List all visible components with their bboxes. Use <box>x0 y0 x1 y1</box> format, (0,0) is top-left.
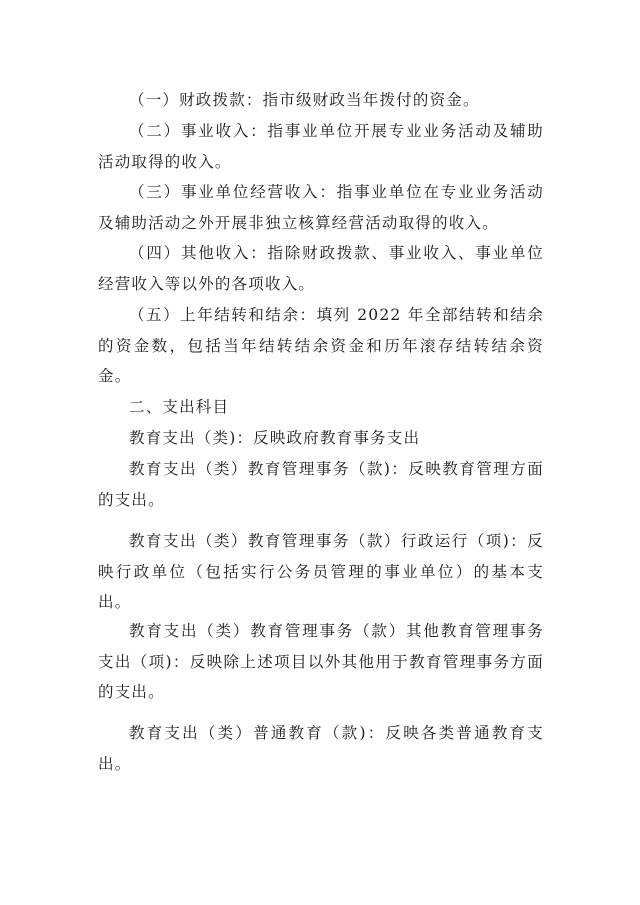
section-heading-expenditure: 二、支出科目 <box>129 398 230 416</box>
paragraph-general-education: 教育支出（类）普通教育（款)：反映各类普通教育支出。 <box>98 724 544 773</box>
paragraph-business-income: （二）事业收入：指事业单位开展专业业务活动及辅助活动取得的收入。 <box>98 122 544 171</box>
paragraph-education-management: 教育支出（类）教育管理事务（款)：反映教育管理方面的支出。 <box>98 460 544 509</box>
paragraph-administrative-operation: 教育支出（类）教育管理事务（款）行政运行（项)：反映行政单位（包括实行公务员管理的事业单位）的基本支出。 <box>98 532 544 611</box>
paragraph-operating-income: （三）事业单位经营收入：指事业单位在专业业务活动及辅助活动之外开展非独立核算经营活动取得的收入。 <box>98 183 544 232</box>
paragraph-education-expenditure: 教育支出（类)：反映政府教育事务支出 <box>129 429 421 447</box>
paragraph-carryover-balance: （五）上年结转和结余：填列 2022 年全部结转和结余的资金数，包括当年结转结余资金和历年滚存结转结余资金。 <box>98 306 544 385</box>
paragraph-fiscal-appropriation: （一）财政拨款：指市级财政当年拨付的资金。 <box>129 91 480 109</box>
paragraph-other-income: （四）其他收入：指除财政拨款、事业收入、事业单位经营收入等以外的各项收入。 <box>98 244 544 293</box>
paragraph-other-management-affairs: 教育支出（类）教育管理事务（款）其他教育管理事务支出（项)：反映除上述项目以外其他用于教育管理事务方面的支出。 <box>98 622 544 701</box>
